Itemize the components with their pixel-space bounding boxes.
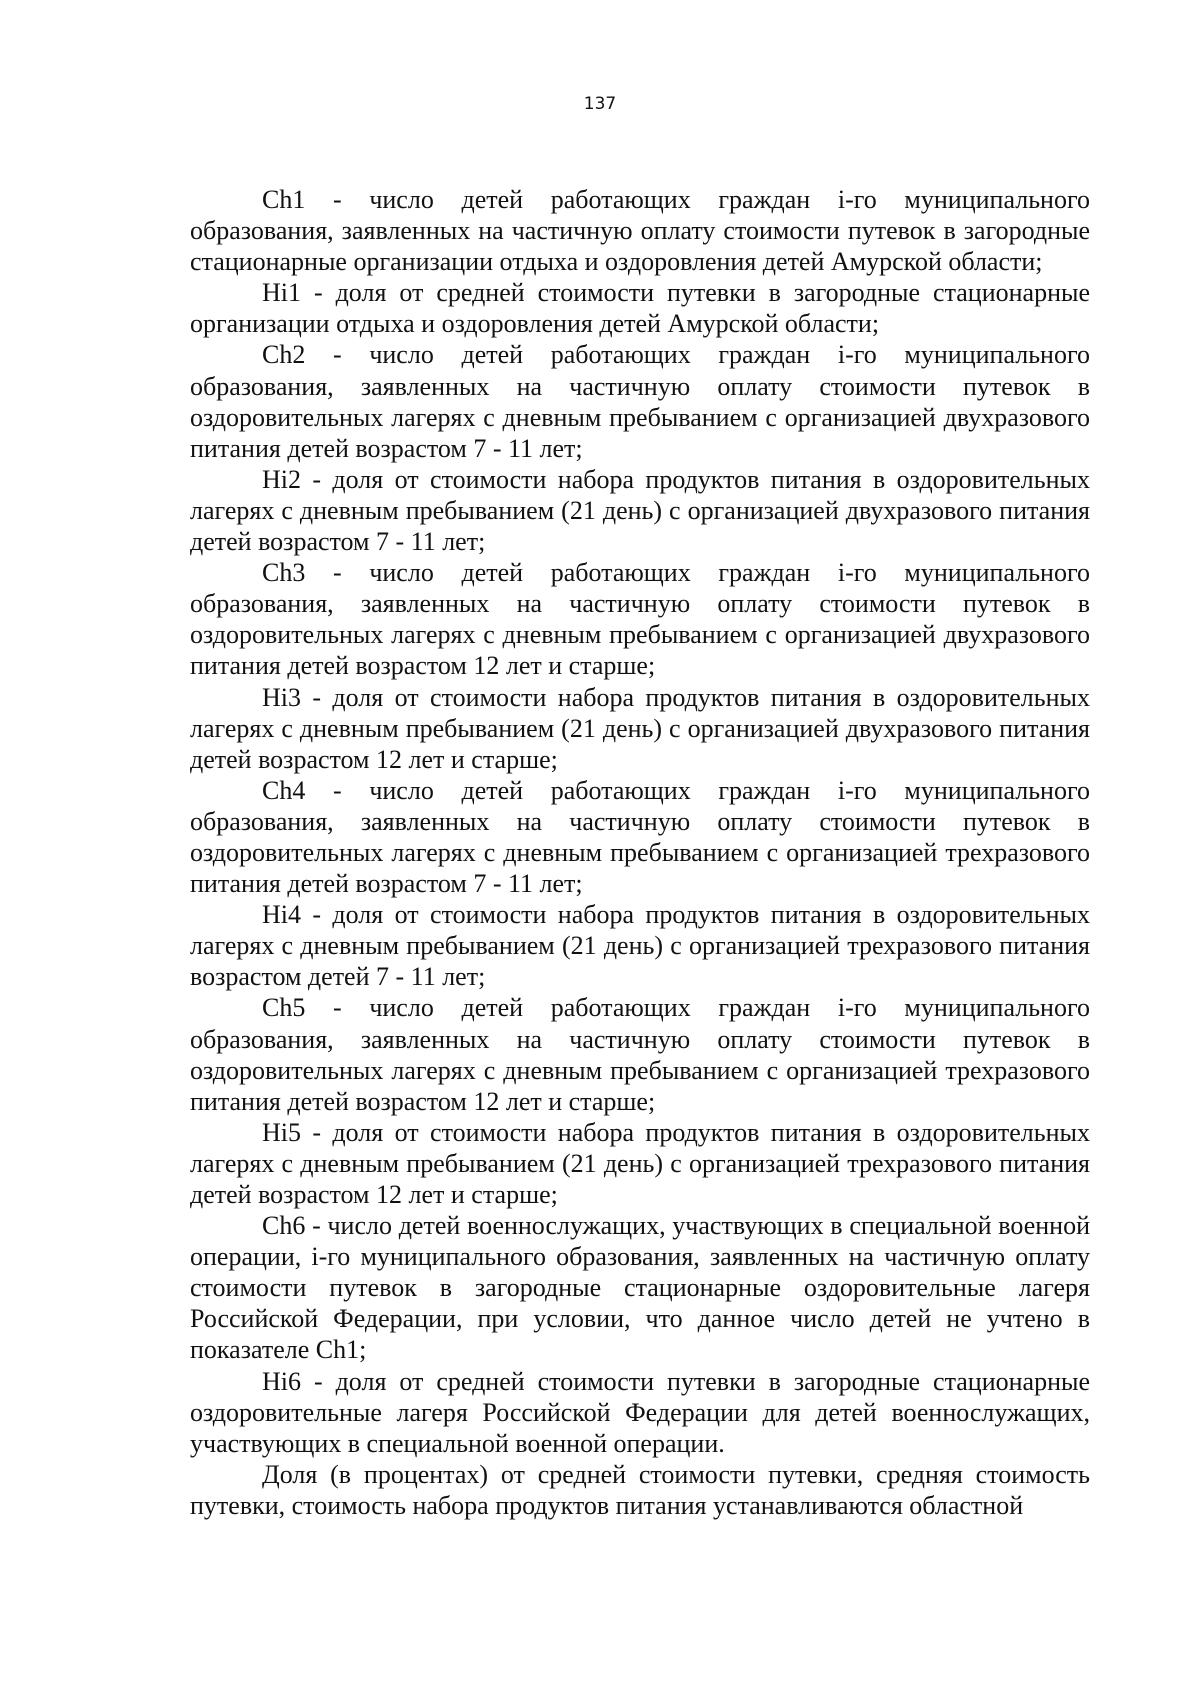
paragraph-hi6: Hi6 - доля от средней стоимости путевки в загородные стационарные оздоровительные лагеря Российской Федерации для детей военнослужащих, участвующих в специальной военной операции. — [190, 1366, 1090, 1458]
paragraph-hi2: Hi2 - доля от стоимости набора продуктов питания в оздоровительных лагерях с дневным пребыванием (21 день) с организацией двухразового питания детей возрастом 7 - 11 лет; — [190, 464, 1090, 557]
paragraph-ch2: Ch2 - число детей работающих граждан i-го муниципального образования, заявленных на частичную оплату стоимости путевок в оздоровительных лагерях с дневным пребыванием с организацией двухразового питания детей возрастом 7 - 11 лет; — [190, 340, 1090, 463]
paragraph-ch4: Ch4 - число детей работающих граждан i-го муниципального образования, заявленных на частичную оплату стоимости путевок в оздоровительных лагерях с дневным пребыванием с организацией трехразового питания детей возрастом 7 - 11 лет; — [190, 775, 1090, 899]
paragraph-ch3: Ch3 - число детей работающих граждан i-го муниципального образования, заявленных на частичную оплату стоимости путевок в оздоровительных лагерях с дневным пребыванием с организацией двухразового питания детей возрастом 12 лет и старше; — [190, 558, 1090, 681]
page-number: 137 — [583, 94, 617, 114]
paragraph-hi5: Hi5 - доля от стоимости набора продуктов питания в оздоровительных лагерях с дневным пребыванием (21 день) с организацией трехразового питания детей возрастом 12 лет и старше; — [190, 1117, 1090, 1209]
paragraph-hi4: Hi4 - доля от стоимости набора продуктов питания в оздоровительных лагерях с дневным пребыванием (21 день) с организацией трехразового питания возрастом детей 7 - 11 лет; — [190, 900, 1090, 992]
paragraph-ch6: Ch6 - число детей военнослужащих, участвующих в специальной военной операции, i-го муниципального образования, заявленных на частичную оплату стоимости путевок в загородные стационарные оздоровительные лагеря Российской Федерации, при условии, что данное число детей не учтено в показателе Ch1; — [190, 1211, 1090, 1365]
paragraph-ch1: Ch1 - число детей работающих граждан i-го муниципального образования, заявленных на частичную оплату стоимости путевок в загородные стационарные организации отдыха и оздоровления детей Амурской области; — [190, 185, 1090, 277]
document-body — [190, 184, 1090, 1521]
paragraph-hi1: Hi1 - доля от средней стоимости путевки в загородные стационарные организации отдыха и оздоровления детей Амурской области; — [190, 278, 1090, 339]
paragraph-ch5: Ch5 - число детей работающих граждан i-го муниципального образования, заявленных на частичную оплату стоимости путевок в оздоровительных лагерях с дневным пребыванием с организацией трехразового питания детей возрастом 12 лет и старше; — [190, 993, 1090, 1116]
paragraph-hi3: Hi3 - доля от стоимости набора продуктов питания в оздоровительных лагерях с дневным пребыванием (21 день) с организацией двухразового питания детей возрастом 12 лет и старше; — [190, 682, 1090, 774]
paragraph-share-definition: Доля (в процентах) от средней стоимости путевки, средняя стоимость путевки, стоимость набора продуктов питания устанавливаются областной — [190, 1459, 1090, 1520]
